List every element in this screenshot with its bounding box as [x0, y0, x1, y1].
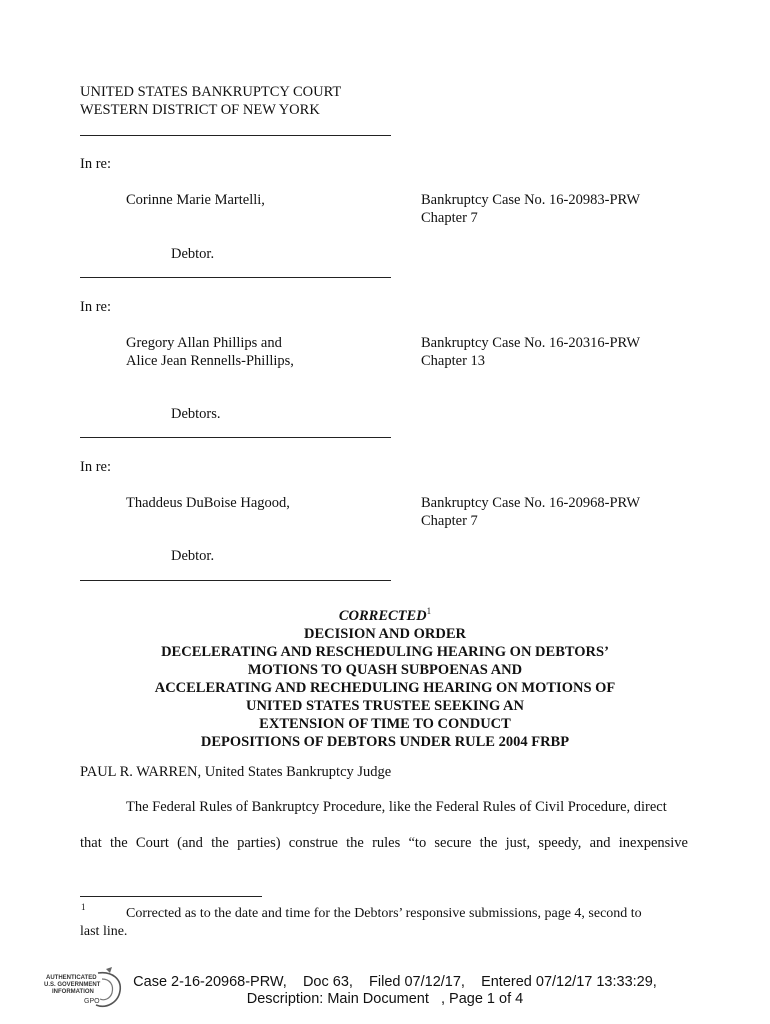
- footnote-text-line2: last line.: [80, 924, 128, 939]
- gpo-logo-text: AUTHENTICATED: [46, 975, 97, 981]
- case-number: Bankruptcy Case No. 16-20968-PRW: [421, 495, 641, 511]
- footnote-number: 1: [81, 902, 86, 912]
- case-chapter: Chapter 7: [421, 513, 478, 529]
- debtor-name-line2: Alice Jean Rennells-Phillips,: [126, 353, 294, 369]
- case-chapter: Chapter 13: [421, 353, 486, 369]
- filing-stamp-line2: Description: Main Document , Page 1 of 4: [246, 991, 524, 1007]
- corrected-heading: [80, 602, 690, 625]
- title-line: UNITED STATES TRUSTEE SEEKING AN: [245, 697, 524, 714]
- title-line: ACCELERATING AND RECHEDULING HEARING ON MOTIONS OF: [154, 679, 616, 696]
- in-re-label: In re:: [80, 299, 111, 315]
- footnote-ref: 1: [426, 606, 432, 616]
- court-name-line1: UNITED STATES BANKRUPTCY COURT: [80, 84, 342, 100]
- title-line: EXTENSION OF TIME TO CONDUCT: [259, 715, 511, 732]
- corrected-label: CORRECTED: [338, 607, 427, 624]
- court-name-line2: WESTERN DISTRICT OF NEW YORK: [80, 102, 320, 118]
- title-line: MOTIONS TO QUASH SUBPOENAS AND: [247, 661, 523, 678]
- debtor-role: Debtor.: [171, 548, 215, 564]
- in-re-label: In re:: [80, 459, 111, 475]
- title-line: DECISION AND ORDER: [304, 625, 466, 642]
- debtor-name: Gregory Allan Phillips and: [126, 335, 282, 351]
- debtor-role: Debtors.: [171, 406, 221, 422]
- caption-divider: [80, 277, 391, 278]
- debtor-role: Debtor.: [171, 246, 215, 262]
- filing-stamp: [0, 974, 770, 1008]
- title-line: DEPOSITIONS OF DEBTORS UNDER RULE 2004 FRBP: [200, 733, 570, 750]
- filing-stamp-line1: Case 2-16-20968-PRW, Doc 63, Filed 07/12/17, Entered 07/12/17 13:33:29,: [133, 974, 657, 990]
- footnote-separator: [80, 896, 262, 897]
- case-number: Bankruptcy Case No. 16-20983-PRW: [421, 192, 641, 208]
- caption-divider: [80, 135, 391, 136]
- document-title: [80, 602, 690, 751]
- judge-line: PAUL R. WARREN, United States Bankruptcy Judge: [80, 764, 392, 780]
- debtor-name: Thaddeus DuBoise Hagood,: [126, 495, 290, 511]
- case-number: Bankruptcy Case No. 16-20316-PRW: [421, 335, 641, 351]
- body-paragraph-line1: The Federal Rules of Bankruptcy Procedure, like the Federal Rules of Civil Procedure, direct: [126, 799, 667, 815]
- gpo-logo-text: GPO: [84, 998, 100, 1005]
- gpo-logo-text: INFORMATION: [52, 989, 94, 995]
- gpo-logo-text: U.S. GOVERNMENT: [44, 982, 101, 988]
- case-chapter: Chapter 7: [421, 210, 478, 226]
- body-paragraph-line2: that the Court (and the parties) construe the rules “to secure the just, speedy, and inexpensive: [80, 835, 688, 851]
- footnote-text: Corrected as to the date and time for the Debtors’ responsive submissions, page 4, second to: [126, 906, 642, 921]
- debtor-name: Corinne Marie Martelli,: [126, 192, 265, 208]
- caption-divider: [80, 580, 391, 581]
- caption-divider: [80, 437, 391, 438]
- title-line: DECELERATING AND RESCHEDULING HEARING ON DEBTORS’: [161, 643, 609, 660]
- in-re-label: In re:: [80, 156, 111, 172]
